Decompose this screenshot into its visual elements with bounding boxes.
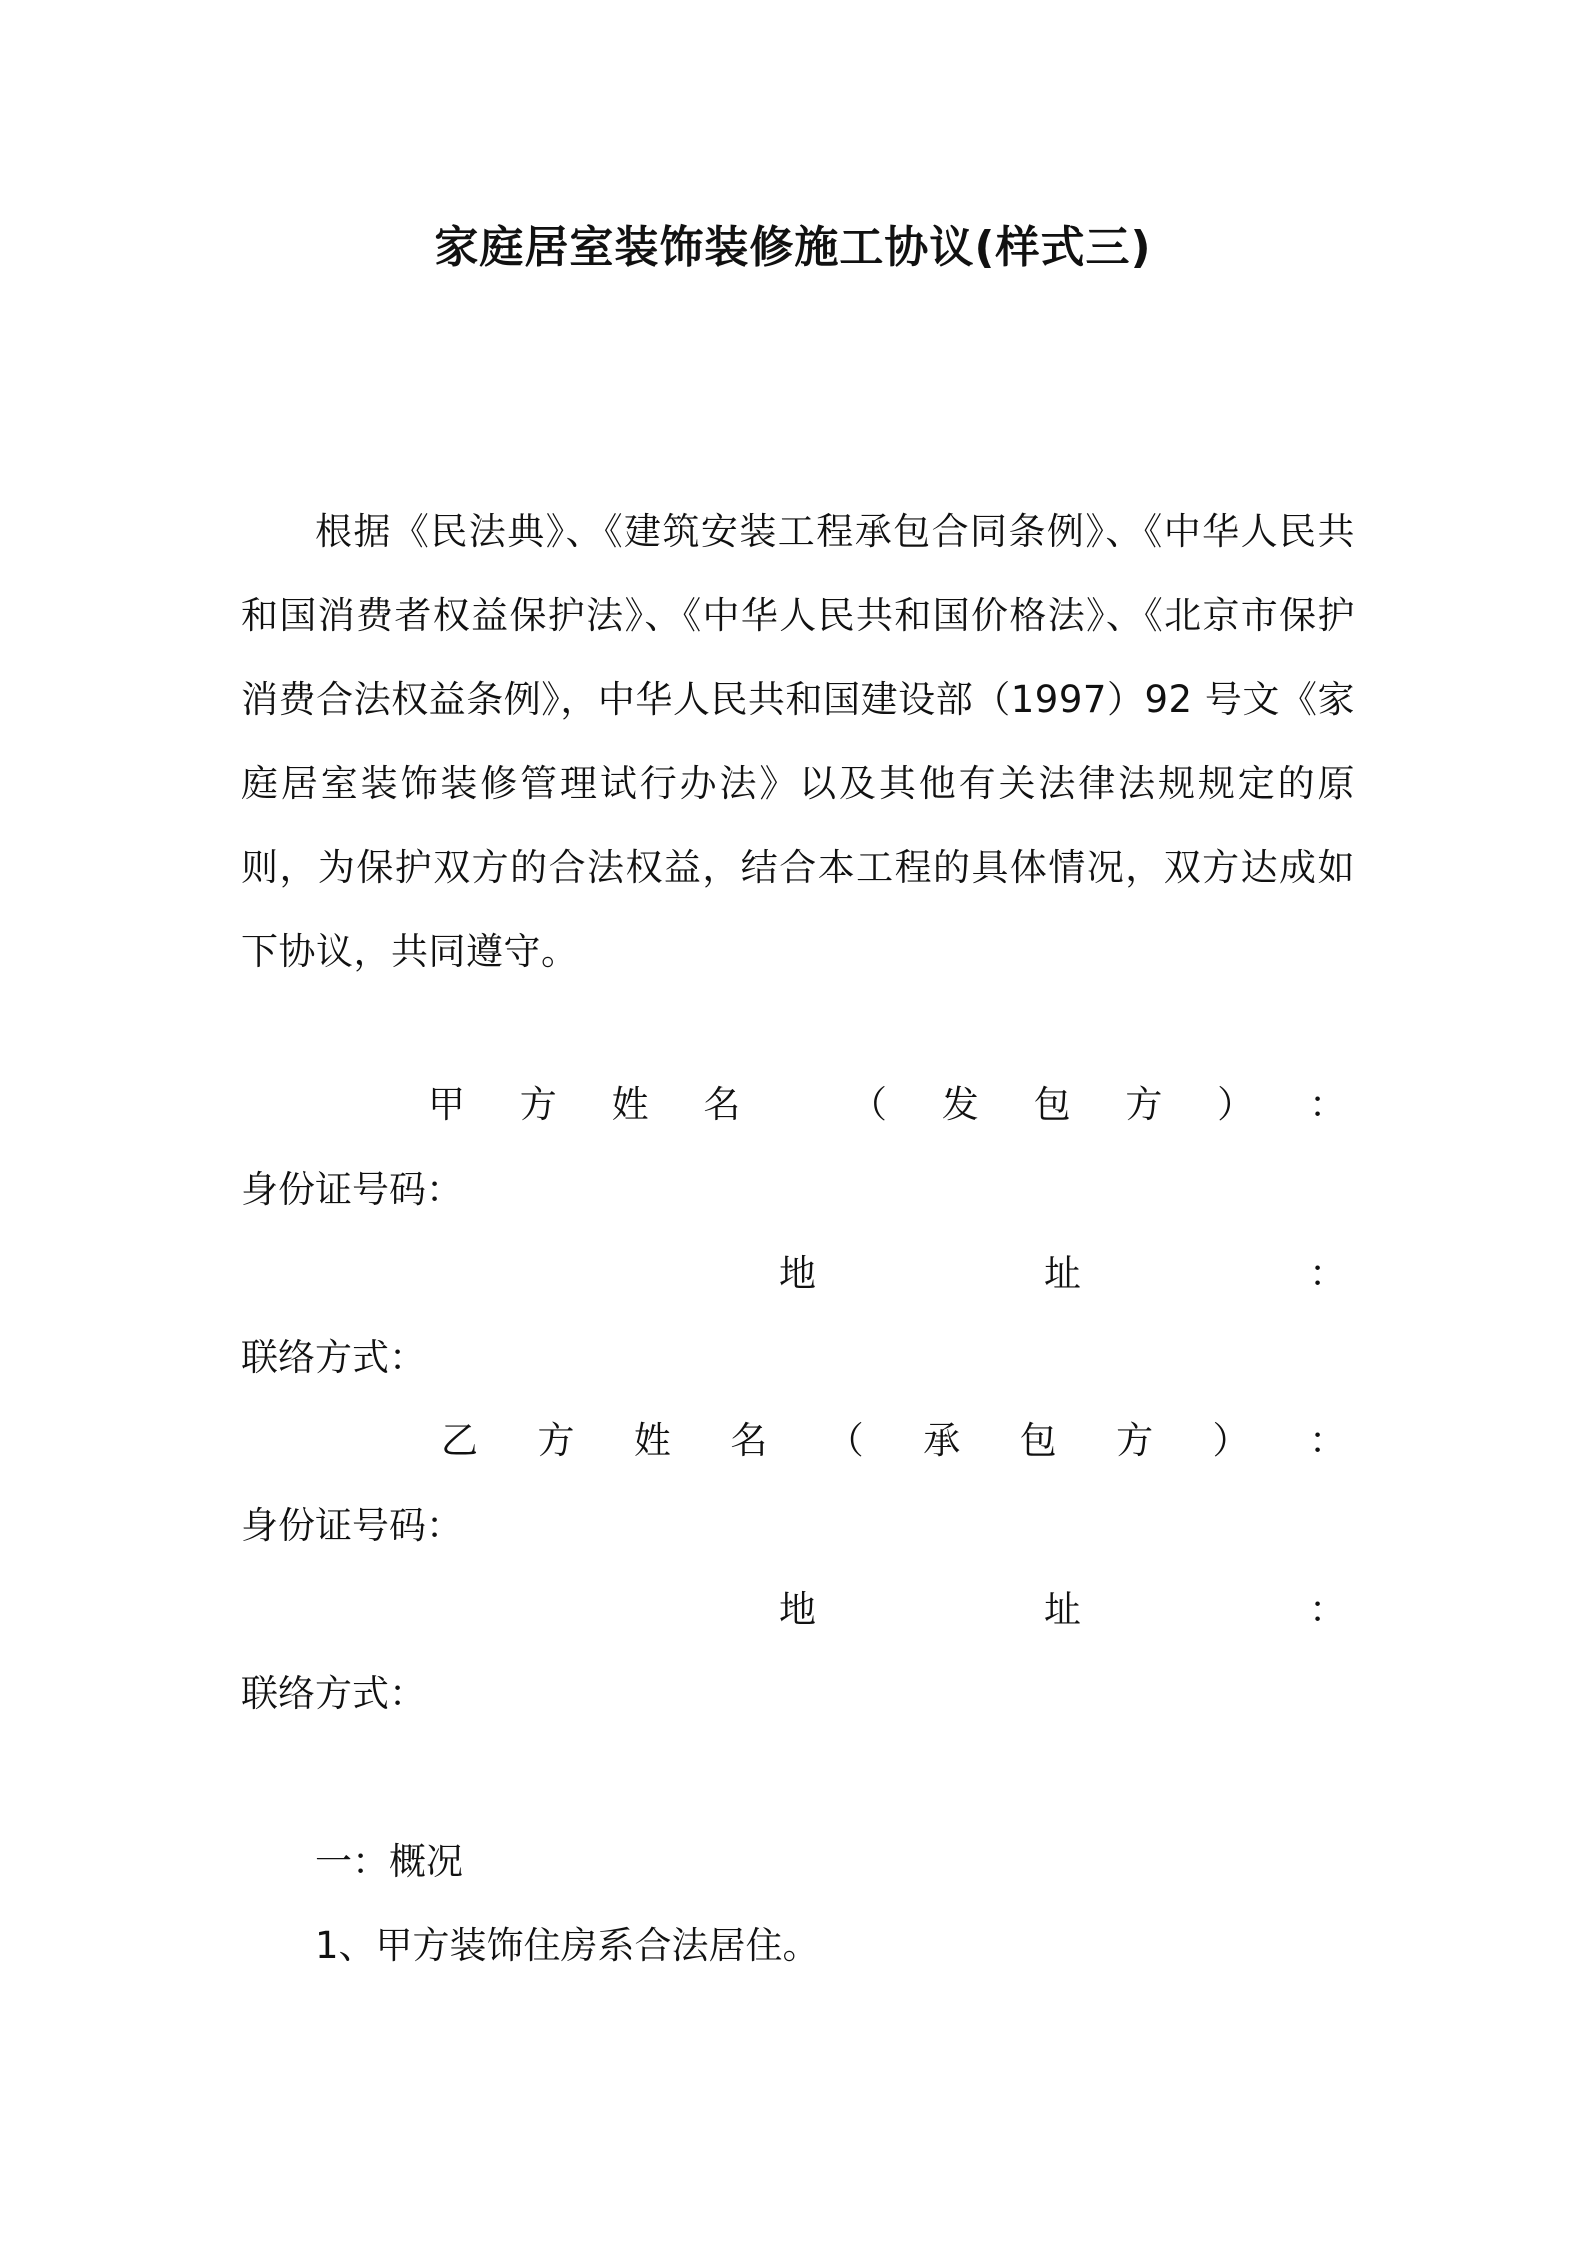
intro-paragraph: 根据《民法典》、《建筑安装工程承包合同条例》、《中华人民共和国消费者权益保护法》、《中华人民共和国价格法》、《北京市保护消费合法权益条例》，中华人民共和国建设部（1997）92 号文《家庭居室装饰装修管理试行办法》以及其他有关法律法规规定的原则，为保护双方的合法权益，结合本工程的具体情况，双方达成如下协议，共同遵守。 (241, 510, 1355, 973)
party-b-name-char: 姓 (633, 1419, 671, 1462)
party-a-contact-label: 联络方式： (241, 1336, 426, 1379)
party-a-id-label: 身份证号码： (241, 1168, 463, 1211)
party-a-address-char: 址 (1044, 1252, 1081, 1295)
party-b-address-label (779, 1580, 1346, 1640)
party-a-name-char: 包 (1033, 1083, 1071, 1126)
party-b-contact-label: 联络方式： (241, 1672, 426, 1715)
party-a-name-char: 姓 (611, 1083, 649, 1126)
party-a-name-char: （ (849, 1083, 887, 1126)
party-a-name-char: ： (1308, 1083, 1346, 1126)
party-b-name-char: 方 (1116, 1419, 1154, 1462)
party-b-address-char: 址 (1044, 1588, 1081, 1631)
party-a-name-char: 发 (941, 1083, 979, 1126)
party-a-name-char: ） (1217, 1083, 1255, 1126)
party-a-name-label (428, 1075, 1346, 1135)
section-1-item-1: 1、甲方装饰住房系合法居住。 (315, 1924, 820, 1967)
party-b-id-label: 身份证号码： (241, 1504, 463, 1547)
party-b-name-char: 包 (1019, 1419, 1057, 1462)
party-a-address-char: ： (1309, 1252, 1346, 1295)
party-a-name-char: 名 (703, 1083, 741, 1126)
party-a-address-label (779, 1244, 1346, 1304)
party-b-name-label (441, 1411, 1346, 1471)
party-b-address-char: ： (1309, 1588, 1346, 1631)
party-b-name-char: 承 (923, 1419, 961, 1462)
section-1-heading: 一：概况 (315, 1840, 463, 1883)
party-b-name-char: （ (826, 1419, 864, 1462)
party-a-name-char: 方 (1125, 1083, 1163, 1126)
party-b-name-char: 名 (730, 1419, 768, 1462)
document-title: 家庭居室装饰装修施工协议(样式三) (434, 222, 1152, 273)
party-b-name-char: 乙 (441, 1419, 478, 1462)
party-a-name-char: 甲 (428, 1083, 465, 1126)
party-a-address-char: 地 (779, 1252, 816, 1295)
party-b-name-char: 方 (537, 1419, 575, 1462)
party-b-name-char: ） (1212, 1419, 1250, 1462)
party-a-name-char: 方 (519, 1083, 557, 1126)
party-b-name-char: ： (1308, 1419, 1346, 1462)
party-b-address-char: 地 (779, 1588, 816, 1631)
